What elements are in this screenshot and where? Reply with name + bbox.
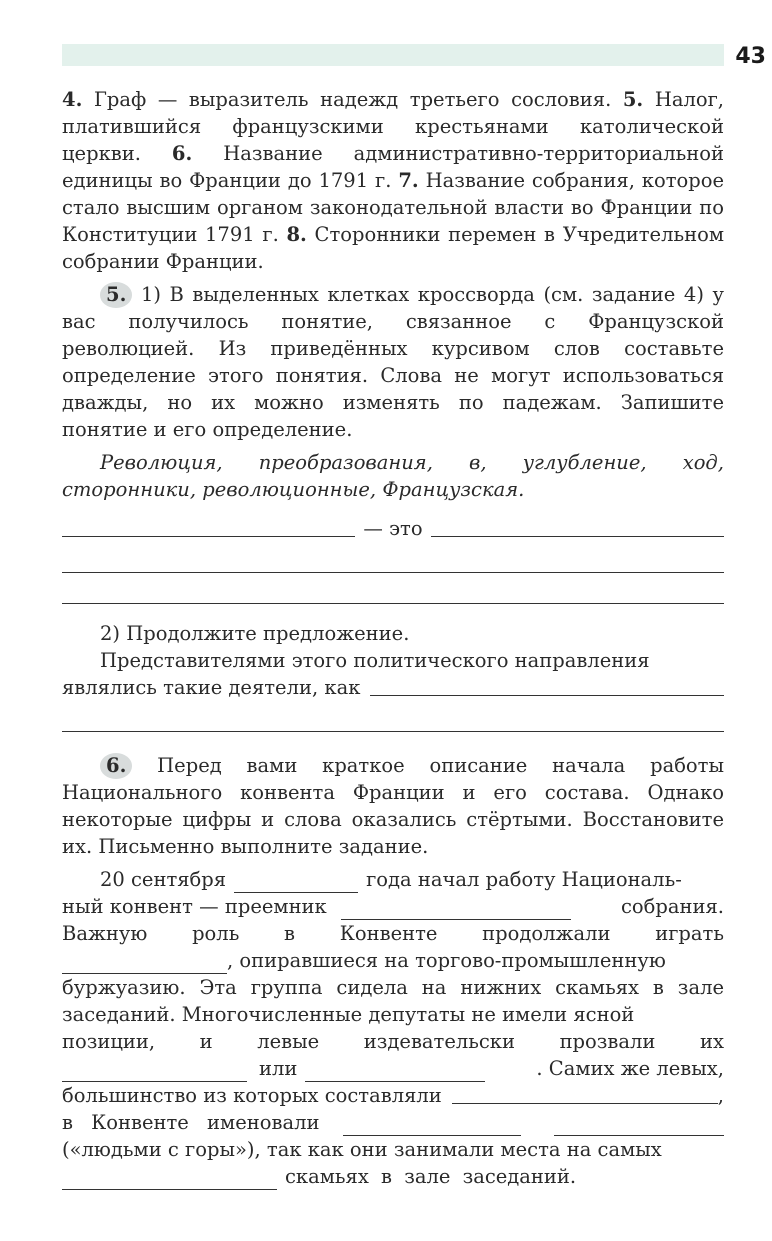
task5-intro	[62, 281, 724, 443]
task6-text: в	[284, 922, 296, 945]
answer-row-concept	[62, 511, 724, 542]
task6-line1	[62, 860, 724, 893]
page-number: 43	[735, 44, 766, 69]
task6-text: года начал работу Националь-	[366, 868, 682, 891]
concept-answer-line[interactable]	[62, 536, 355, 537]
definition-number: 8.	[286, 223, 307, 246]
answer-line[interactable]	[62, 701, 724, 732]
task5-words: Революция, преобразования, в, углубление, ход, сторонники, революционные, Французская.	[62, 451, 724, 501]
task6-text: ный конвент — преемник	[62, 895, 327, 918]
task6-paragraph: буржуазию. Эта группа сидела на нижних скамьях в зале заседаний. Многочисленные депутаты не имели ясной	[62, 976, 724, 1026]
task6-line12	[62, 1163, 724, 1190]
task6-line7	[62, 1028, 724, 1055]
task6-text: 20 сентября	[100, 868, 227, 891]
definition-number: 7.	[398, 169, 419, 192]
task6-text: Конвенте	[339, 922, 438, 945]
task6-text: позиции,	[62, 1030, 156, 1053]
definition-text: Сторонники перемен в Учредительном собрании Франции.	[62, 223, 724, 273]
header-band	[62, 44, 724, 66]
answer-line[interactable]	[370, 695, 724, 696]
answer-line[interactable]	[62, 542, 724, 573]
task5-number: 5.	[100, 282, 132, 308]
task5-part2-title: 2) Продолжите предложение.	[100, 622, 410, 645]
task6-text: левые	[257, 1030, 320, 1053]
task6-text: играть	[655, 922, 724, 945]
task6-text: ,	[717, 1084, 724, 1107]
task6-text: собрания.	[620, 895, 724, 918]
crossword-definitions	[62, 86, 724, 275]
task6-text: Перед вами краткое описание начала работы Национального конвента Франции и его состава. Однако некоторые цифры и слова оказались стёртыми. Восстановите их. Письменно выполните задание.	[62, 754, 724, 858]
definition-number: 4.	[62, 88, 83, 111]
task5-part2-line2	[62, 674, 724, 701]
task6-text: в Конвенте именовали	[62, 1111, 320, 1134]
task6-text: их	[699, 1030, 724, 1053]
task6-number: 6.	[100, 753, 132, 779]
definition-number: 6.	[171, 142, 193, 165]
task6-text: и	[199, 1030, 213, 1053]
definition-text: Название собрания, которое стало высшим органом законодательной власти во Франции по Конституции 1791 г.	[62, 169, 725, 246]
task6-text: или	[259, 1057, 298, 1080]
task6-line3	[62, 920, 724, 947]
definition-text: Название административно-территориальной единицы во Франции до 1791 г.	[62, 142, 725, 192]
task5-part2-line1	[62, 647, 724, 674]
task5-part2-text: Представителями этого политического направления	[100, 649, 650, 672]
definition-text: Граф — выразитель надежд третьего сословия.	[93, 88, 612, 111]
definition-number: 5.	[622, 88, 644, 111]
task6-text: скамьях в зале заседаний.	[285, 1165, 577, 1188]
task6-text: . Самих же левых,	[536, 1057, 724, 1080]
task6-line4	[62, 947, 724, 974]
task6-line11: («людьми с горы»), так как они занимали места на самых	[62, 1138, 662, 1161]
definition-text: Налог, платившийся французскими крестьянами католической церкви.	[62, 88, 724, 165]
majority-blank[interactable]	[452, 1103, 718, 1104]
task6-text: прозвали	[559, 1030, 656, 1053]
page-content	[62, 86, 724, 1190]
definition-answer-line[interactable]	[431, 536, 724, 537]
answer-line[interactable]	[62, 573, 724, 604]
task6-text: продолжали	[482, 922, 611, 945]
task6-text: Важную	[62, 922, 148, 945]
seats-blank[interactable]	[62, 1188, 277, 1190]
task5-part2-text2: являлись такие деятели, как	[62, 676, 361, 699]
task6-text: издевательски	[363, 1030, 515, 1053]
task6-line2	[62, 893, 724, 920]
eto-label: — это	[363, 517, 423, 540]
task6-text: роль	[192, 922, 240, 945]
task6-line9	[62, 1082, 724, 1109]
task6-line10	[62, 1109, 724, 1136]
task6-text: , опиравшиеся на торгово-промышленную	[227, 949, 666, 972]
task6-intro	[62, 752, 724, 860]
task6-line8	[62, 1055, 724, 1082]
task6-text: большинство из которых составляли	[62, 1084, 442, 1107]
task5-text: 1) В выделенных клетках кроссворда (см. задание 4) у вас получилось понятие, связанное с Французской революцией. Из приведённых курсивом слов составьте определение этого понятия. Слова не могут использоваться дважды, но их можно изменять по падежам. Запишите понятие и его определение.	[62, 283, 724, 441]
